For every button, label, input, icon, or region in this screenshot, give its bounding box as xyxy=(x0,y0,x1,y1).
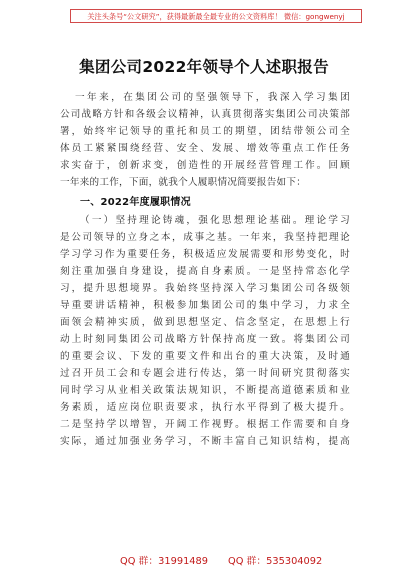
footer-qq-group-1: QQ 群：31991489 xyxy=(120,556,208,567)
paragraph-line: 务素质，适应岗位职责要求，执行水平得到了极大提升。 xyxy=(60,402,350,413)
paragraph-line: 一年来，在集团公司的坚强领导下，我深入学习集团 xyxy=(75,92,350,103)
paragraph-line: 体员工紧紧围绕经营、安全、发展、增效等重点工作任务 xyxy=(60,143,350,154)
paragraph-line: 实际，通过加强业务学习，不断丰富自己知识结构，提高 xyxy=(60,436,350,447)
paragraph-line: 动上时刻同集团公司战略方针保持高度一致。将集团公司 xyxy=(60,334,350,345)
paragraph-line: 导重要讲话精神，积极参加集团公司的集中学习，力求全 xyxy=(60,300,350,311)
paragraph-line: 二是坚持学以增智，开阔工作视野。根据工作需要和自身 xyxy=(60,419,350,430)
paragraph-line: （一）坚持理论铸魂，强化思想理论基础。理论学习 xyxy=(80,215,350,226)
footer-qq-group-2: QQ 群：535304092 xyxy=(228,556,323,567)
paragraph-line: 习，提升思想境界。我始终坚持深入学习集团公司各级领 xyxy=(60,283,350,294)
paragraph-line: 同时学习从业相关政策法规知识，不断提高道德素质和业 xyxy=(60,385,350,396)
paragraph-line: 过召开员工会和专题会进行传达，第一时间研究贯彻落实 xyxy=(60,368,350,379)
promo-banner: 关注头条号“公文研究”，获得最新最全最专业的公文资料库！ 微信：gongwenyj xyxy=(70,9,362,23)
section-heading: 一、2022年度履职情况 xyxy=(80,197,191,208)
document-title: 集团公司2022年领导个人述职报告 xyxy=(79,58,329,76)
paragraph-line: 刻注重加强自身建设，提高自身素质。一是坚持常态化学 xyxy=(60,266,350,277)
paragraph-line: 学习学习作为重要任务，积极适应发展需要和形势变化，时 xyxy=(60,249,350,260)
paragraph-line: 一年来的工作，下面，就我个人履职情况简要报告如下： xyxy=(60,177,307,188)
paragraph-line: 求实奋于，创新求变，创造性的开展经营管理工作。回顾 xyxy=(60,160,350,171)
paragraph-line: 署，始终牢记领导的重托和员工的期望，团结带领公司全 xyxy=(60,126,350,137)
paragraph-line: 公司战略方针和各级会议精神，认真贯彻落实集团公司决策部 xyxy=(60,109,350,120)
paragraph-line: 的重要会议、下发的重要文件和出台的重大决策，及时通 xyxy=(60,351,350,362)
paragraph-line: 面领会精神实质，做到思想坚定、信念坚定，在思想上行 xyxy=(60,317,350,328)
paragraph-line: 是公司领导的立身之本，成事之基。一年来，我坚持把理论 xyxy=(60,232,350,243)
